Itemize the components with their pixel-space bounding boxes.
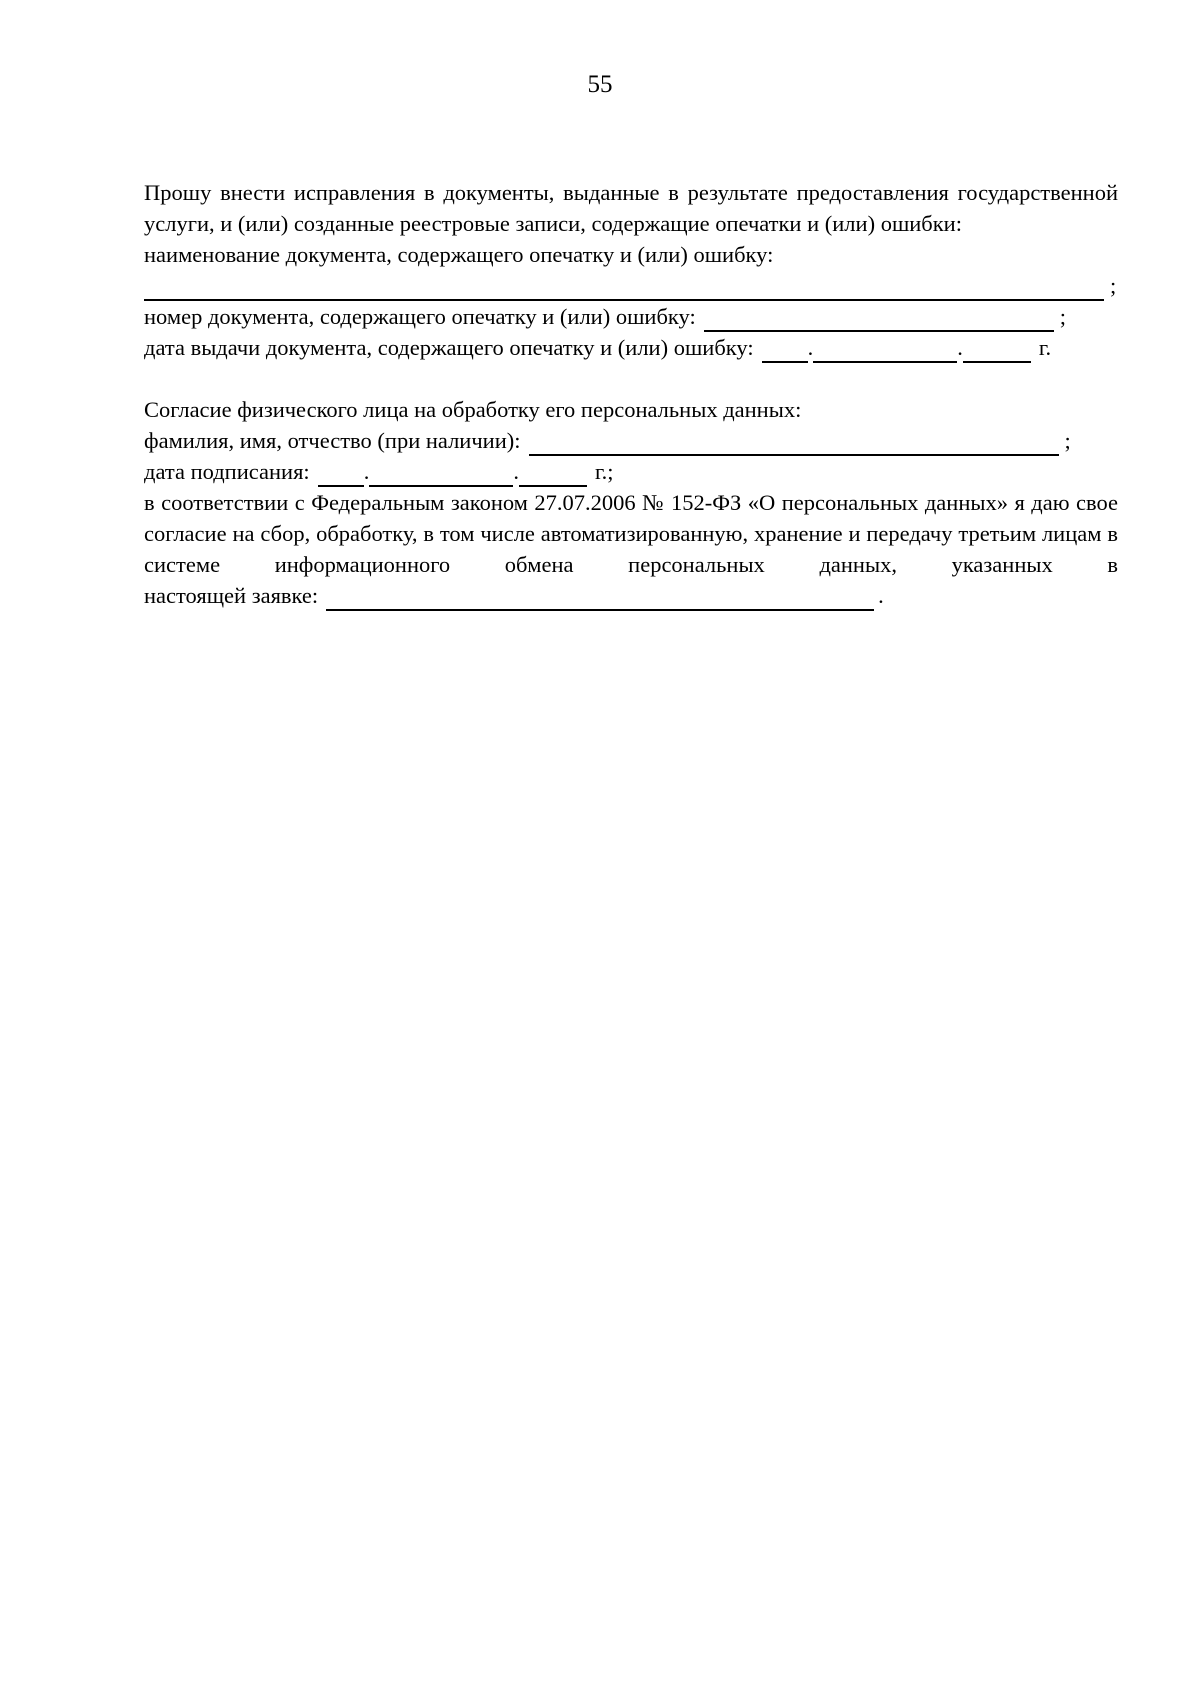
issue-date-year-field[interactable] bbox=[963, 337, 1031, 363]
issue-date-year-suffix: г. bbox=[1038, 335, 1052, 360]
issue-date-dot-2: . bbox=[957, 335, 963, 360]
issue-date-dot-1: . bbox=[807, 335, 814, 360]
sign-date-row bbox=[144, 456, 1118, 487]
sign-date-year-field[interactable] bbox=[519, 461, 587, 487]
application-label: настоящей заявке: bbox=[144, 583, 319, 608]
sign-date-day-field[interactable] bbox=[318, 461, 364, 487]
document-number-semicolon: ; bbox=[1059, 304, 1066, 329]
application-field[interactable] bbox=[326, 585, 874, 611]
sign-date-month-field[interactable] bbox=[369, 461, 513, 487]
application-end-period: . bbox=[878, 583, 884, 608]
page-number: 55 bbox=[587, 71, 613, 98]
document-name-row bbox=[144, 270, 1118, 301]
document-number-field[interactable] bbox=[704, 306, 1054, 332]
consent-heading: Согласие физического лица на обработку его персональных данных: bbox=[144, 397, 802, 422]
document-number-label: номер документа, содержащего опечатку и (или) ошибку: bbox=[144, 304, 696, 329]
sign-date-label: дата подписания: bbox=[144, 459, 310, 484]
form-content bbox=[144, 177, 1118, 611]
document-name-label: наименование документа, содержащего опечатку и (или) ошибку: bbox=[144, 242, 774, 267]
corrections-request-text: Прошу внести исправления в документы, выданные в результате предоставления государственной услуги, и (или) созданные реестровые записи, содержащие опечатки и (или) ошибки: bbox=[144, 180, 1118, 236]
sign-date-dot-2: . bbox=[513, 459, 519, 484]
full-name-field[interactable] bbox=[529, 430, 1059, 456]
full-name-row bbox=[144, 425, 1118, 456]
sign-date-dot-1: . bbox=[363, 459, 370, 484]
consent-text: в соответствии с Федеральным законом 27.07.2006 № 152-ФЗ «О персональных данных» я даю свое согласие на сбор, обработку, в том числе автоматизированную, хранение и передачу третьим лицам в системе информационного обмена персональных данных, указанных в bbox=[144, 490, 1118, 577]
issue-date-day-field[interactable] bbox=[762, 337, 808, 363]
issue-date-label: дата выдачи документа, содержащего опечатку и (или) ошибку: bbox=[144, 335, 754, 360]
full-name-semicolon: ; bbox=[1064, 428, 1071, 453]
application-row bbox=[144, 580, 1118, 611]
document-number-row bbox=[144, 301, 1118, 332]
issue-date-row bbox=[144, 332, 1118, 363]
document-name-semicolon: ; bbox=[1110, 273, 1117, 298]
full-name-label: фамилия, имя, отчество (при наличии): bbox=[144, 428, 521, 453]
sign-date-year-suffix: г.; bbox=[594, 459, 614, 484]
issue-date-month-field[interactable] bbox=[813, 337, 957, 363]
document-name-field[interactable] bbox=[144, 275, 1104, 301]
